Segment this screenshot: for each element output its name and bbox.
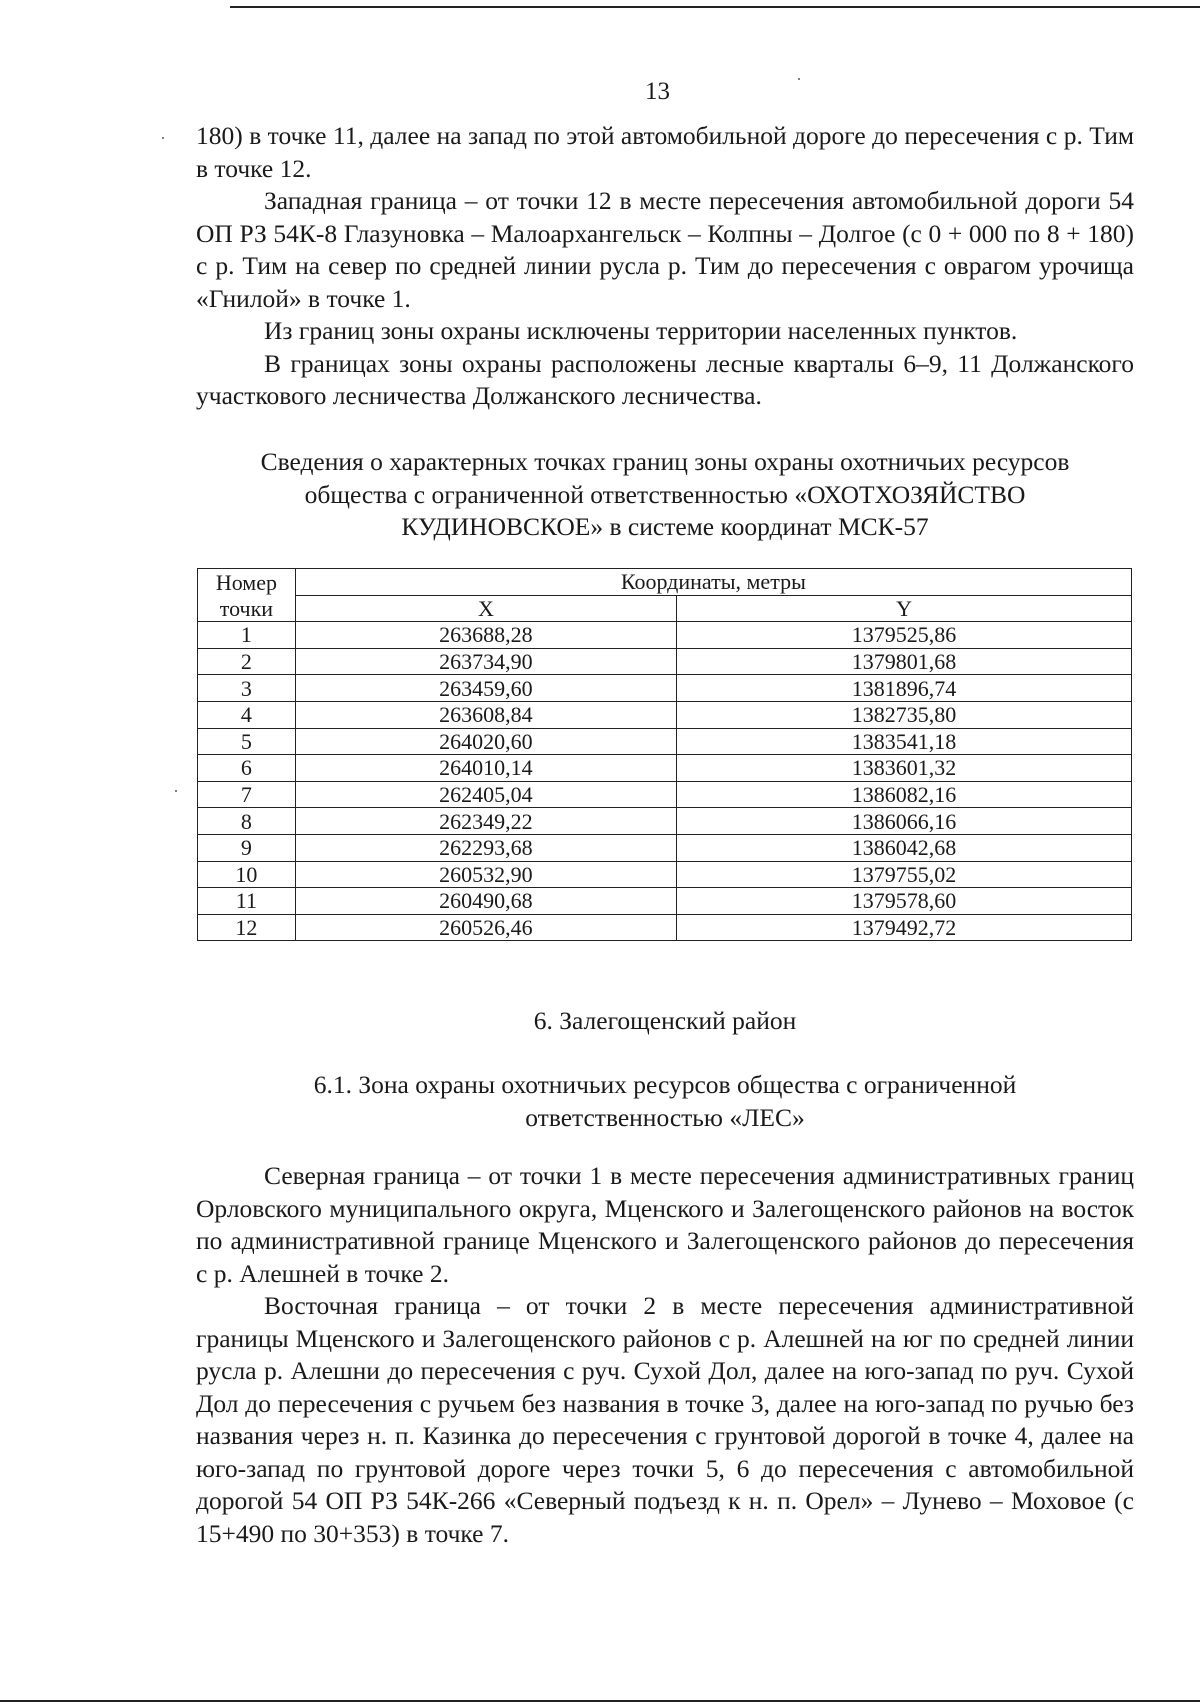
- point-number-cell: 11: [198, 888, 296, 915]
- bottom-text-block: [196, 1160, 1134, 1550]
- point-number-cell: 9: [198, 834, 296, 861]
- table-row: [198, 755, 1132, 782]
- point-number-cell: 3: [198, 675, 296, 702]
- table-row: [198, 834, 1132, 861]
- header-x: X: [295, 595, 676, 622]
- table-row: [198, 622, 1132, 649]
- point-number-cell: 2: [198, 648, 296, 675]
- y-coordinate-cell: 1382735,80: [677, 701, 1132, 728]
- point-number-cell: 12: [198, 914, 296, 941]
- x-coordinate-cell: 262293,68: [295, 834, 676, 861]
- point-number-cell: 4: [198, 701, 296, 728]
- header-coordinates: Координаты, метры: [295, 569, 1131, 596]
- scan-speck: [162, 137, 164, 139]
- point-number-cell: 8: [198, 808, 296, 835]
- scan-speck: [175, 790, 177, 792]
- paragraph-exclusions: Из границ зоны охраны исключены территории населенных пунктов.: [264, 316, 1018, 345]
- header-y: Y: [677, 595, 1132, 622]
- y-coordinate-cell: 1379801,68: [677, 648, 1132, 675]
- y-coordinate-cell: 1379525,86: [677, 622, 1132, 649]
- table-caption-line: КУДИНОВСКОЕ» в системе координат МСК-57: [401, 512, 929, 541]
- table-row: [198, 808, 1132, 835]
- point-number-cell: 1: [198, 622, 296, 649]
- x-coordinate-cell: 264010,14: [295, 755, 676, 782]
- point-number-cell: 5: [198, 728, 296, 755]
- table-row: [198, 861, 1132, 888]
- subsection-heading: [196, 1069, 1134, 1134]
- y-coordinate-cell: 1379492,72: [677, 914, 1132, 941]
- x-coordinate-cell: 263608,84: [295, 701, 676, 728]
- paragraph-forest-quarters: В границах зоны охраны расположены лесные кварталы 6–9, 11 Должанского участкового лесничества Должанского лесничества.: [196, 348, 1134, 410]
- x-coordinate-cell: 263688,28: [295, 622, 676, 649]
- y-coordinate-cell: 1386082,16: [677, 781, 1132, 808]
- coordinates-table: [197, 568, 1132, 941]
- scan-border-top: [230, 6, 1200, 8]
- table-caption-line: Сведения о характерных точках границ зоны охраны охотничьих ресурсов: [260, 447, 1070, 476]
- top-text-block: [196, 120, 1134, 413]
- y-coordinate-cell: 1386042,68: [677, 834, 1132, 861]
- table-caption: [196, 446, 1134, 544]
- table-row: [198, 888, 1132, 915]
- section-heading: 6. Залегощенский район: [533, 1006, 797, 1035]
- table-row: [198, 914, 1132, 941]
- y-coordinate-cell: 1379578,60: [677, 888, 1132, 915]
- x-coordinate-cell: 260526,46: [295, 914, 676, 941]
- x-coordinate-cell: 264020,60: [295, 728, 676, 755]
- table-caption-line: общества с ограниченной ответственностью «ОХОТХОЗЯЙСТВО: [304, 479, 1026, 509]
- y-coordinate-cell: 1379755,02: [677, 861, 1132, 888]
- x-coordinate-cell: 263459,60: [295, 675, 676, 702]
- header-point-number: Номер: [198, 569, 296, 596]
- x-coordinate-cell: 262349,22: [295, 808, 676, 835]
- header-point-number-line2: точки: [198, 595, 296, 622]
- x-coordinate-cell: 262405,04: [295, 781, 676, 808]
- scan-border-bottom: [0, 1700, 1200, 1702]
- subsection-heading-line: ответственностью «ЛЕС»: [525, 1102, 805, 1132]
- x-coordinate-cell: 260532,90: [295, 861, 676, 888]
- table-row: [198, 701, 1132, 728]
- coordinates-table-body: [198, 622, 1132, 941]
- table-row: [198, 648, 1132, 675]
- point-number-cell: 10: [198, 861, 296, 888]
- table-row: [198, 781, 1132, 808]
- paragraph-eastern-border: Восточная граница – от точки 2 в месте пересечения административной границы Мценского и Залегощенского районов с р. Алешней на юг по средней линии русла р. Алешни до пересечения с руч. Сухой Дол, далее на юго-запад по руч. Сухой Дол до пересечения с ручьем без названия в точке 3, далее на юго-запад по ручью без названия через н. п. Казинка до пересечения с грунтовой дорогой в точке 4, далее на юго-запад по грунтовой дороге через точки 5, 6 до пересечения с автомобильной дорогой 54 ОП РЗ 54К-266 «Северный подъезд к н. п. Орел» – Лунево – Моховое (с 15+490 по 30+353) в точке 7.: [196, 1291, 1134, 1548]
- y-coordinate-cell: 1381896,74: [677, 675, 1132, 702]
- subsection-heading-line: 6.1. Зона охраны охотничьих ресурсов общества с ограниченной: [313, 1070, 1017, 1099]
- y-coordinate-cell: 1383541,18: [677, 728, 1132, 755]
- y-coordinate-cell: 1383601,32: [677, 755, 1132, 782]
- scan-speck: [798, 78, 800, 80]
- y-coordinate-cell: 1386066,16: [677, 808, 1132, 835]
- paragraph-western-border: Западная граница – от точки 12 в месте пересечения автомобильной дороги 54 ОП РЗ 54К-8 Глазуновка – Малоархангельск – Колпны – Долгое (с 0 + 000 по 8 + 180) с р. Тим на север по средней линии русла р. Тим до пересечения с оврагом урочища «Гнилой» в точке 1.: [196, 186, 1134, 313]
- point-number-cell: 6: [198, 755, 296, 782]
- table-row: [198, 675, 1132, 702]
- paragraph-northern-border: Северная граница – от точки 1 в месте пересечения административных границ Орловского муниципального округа, Мценского и Залегощенского районов на восток по административной границе Мценского и Залегощенского районов до пересечения с р. Алешней в точке 2.: [196, 1161, 1134, 1288]
- x-coordinate-cell: 263734,90: [295, 648, 676, 675]
- x-coordinate-cell: 260490,68: [295, 888, 676, 915]
- table-row: [198, 728, 1132, 755]
- point-number-cell: 7: [198, 781, 296, 808]
- paragraph-continuation: 180) в точке 11, далее на запад по этой автомобильной дороге до пересечения с р. Тим в точке 12.: [196, 121, 1134, 183]
- page-number: 13: [645, 78, 670, 105]
